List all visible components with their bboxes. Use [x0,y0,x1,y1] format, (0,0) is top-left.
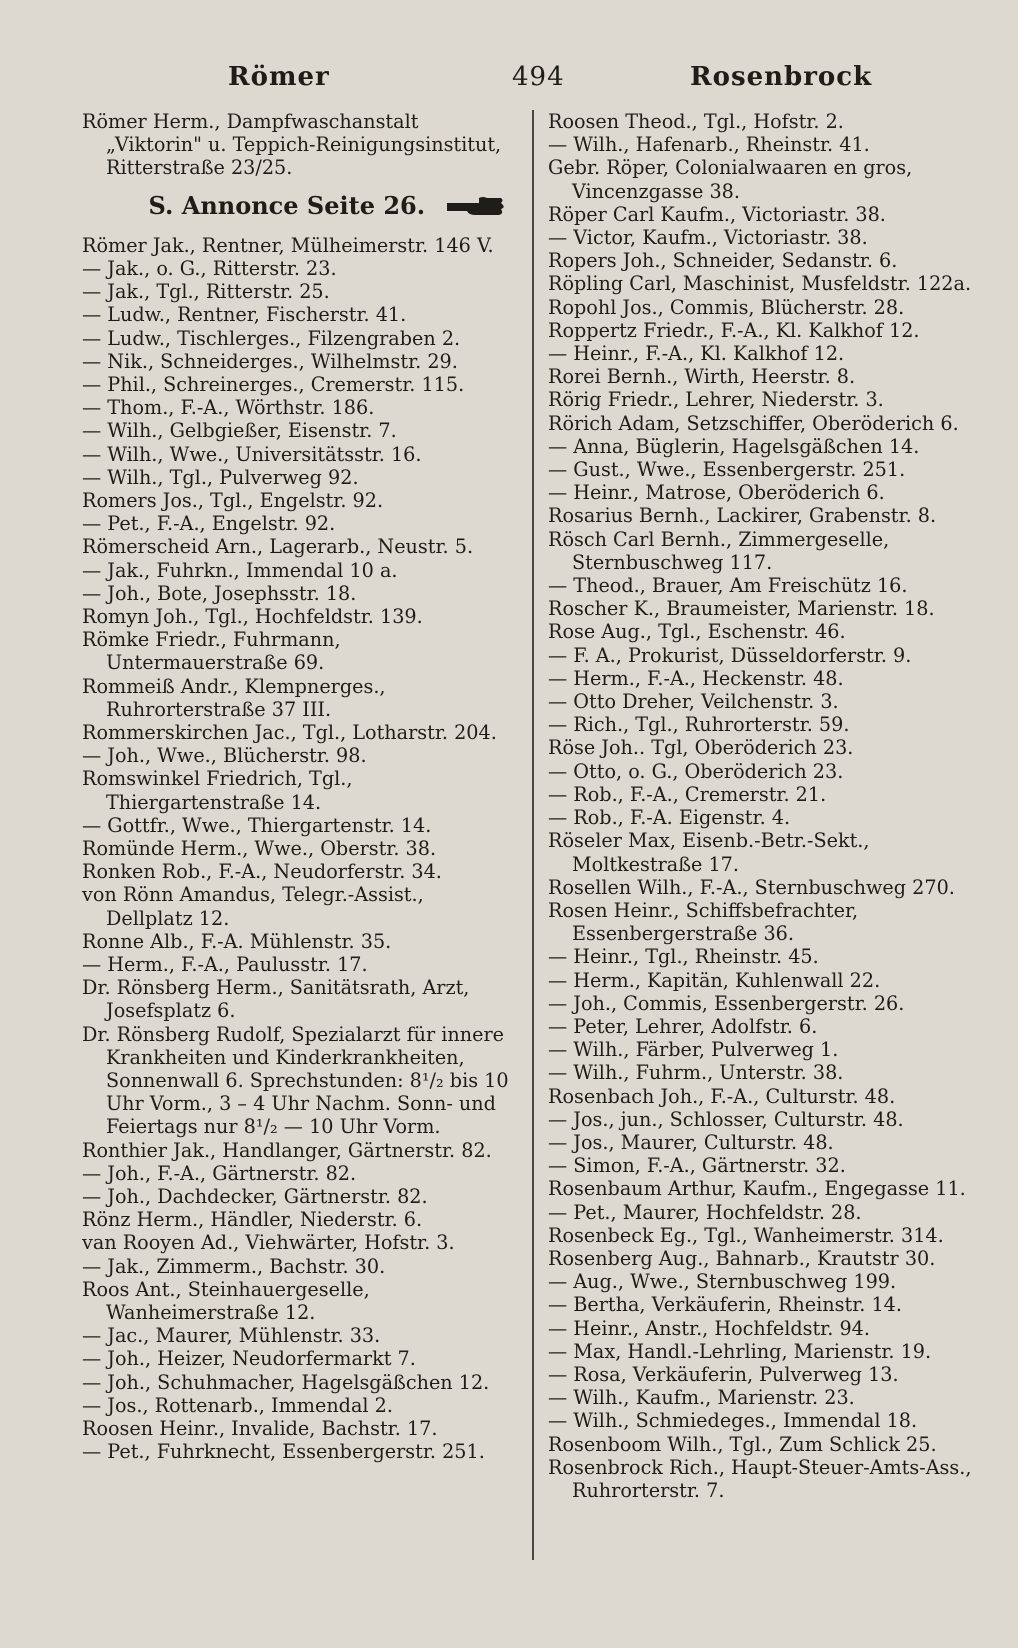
directory-entry: — Herm., Kapitän, Kuhlenwall 22. [548,968,881,992]
directory-entry: Ronthier Jak., Handlanger, Gärtnerstr. 82. [82,1138,492,1162]
directory-entry: — Rob., F.-A., Cremerstr. 21. [548,782,827,806]
directory-entry: — Rich., Tgl., Ruhrorterstr. 59. [548,713,850,737]
directory-entry: — Herm., F.-A., Paulusstr. 17. [82,953,368,976]
directory-entry: von Rönn Amandus, Telegr.-Assist., Dellplatz 12. [82,883,424,930]
directory-entry: Ronken Rob., F.-A., Neudorferstr. 34. [82,860,442,884]
directory-entry: — Anna, Büglerin, Hagelsgäßchen 14. [548,434,920,458]
directory-entry: — Aug., Wwe., Sternbuschweg 199. [548,1270,897,1294]
directory-entry: Römer Jak., Rentner, Mülheimerstr. 146 V. [82,233,494,257]
directory-entry: Dr. Rönsberg Rudolf, Spezialarzt für innere Krankheiten und Kinderkrankheiten, Sonnenwall 6. Sprechstunden: 8¹/₂ bis 10 Uhr Vorm., 3 – 4 Uhr Nachm. Sonn- und Feiertags nur 8¹/₂ — 10 Uhr Vorm. [82,1022,509,1139]
directory-entry: — Phil., Schreinerges., Cremerstr. 115. [82,372,465,396]
left-entry-list [82,234,512,1464]
directory-entry: — Jos., jun., Schlosser, Culturstr. 48. [548,1107,904,1131]
directory-entry: — Victor, Kaufm., Victoriastr. 38. [548,226,868,250]
directory-entry: — Joh., Heizer, Neudorfermarkt 7. [82,1347,416,1371]
directory-entry: — Jak., Fuhrkn., Immendal 10 a. [82,558,398,582]
directory-entry: — Heinr., Anstr., Hochfeldstr. 94. [548,1316,870,1340]
directory-entry: — Joh., Dachdecker, Gärtnerstr. 82. [82,1185,428,1209]
directory-entry: — Heinr., Tgl., Rheinstr. 45. [548,945,819,969]
directory-entry: — Simon, F.-A., Gärtnerstr. 32. [548,1154,846,1178]
directory-entry: Röseler Max, Eisenb.-Betr.-Sekt., Moltkestraße 17. [548,829,870,876]
directory-entry: — Pet., Maurer, Hochfeldstr. 28. [548,1200,862,1224]
directory-entry: — Joh., F.-A., Gärtnerstr. 82. [82,1161,357,1185]
directory-entry: — Jak., Tgl., Ritterstr. 25. [82,280,330,304]
directory-entry: — Wilh., Fuhrm., Unterstr. 38. [548,1061,844,1085]
directory-entry: Rosarius Bernh., Lackirer, Grabenstr. 8. [548,504,937,528]
left-column [82,110,512,1463]
directory-entry: Rommerskirchen Jac., Tgl., Lotharstr. 204. [82,720,497,744]
directory-entry: Rosenboom Wilh., Tgl., Zum Schlick 25. [548,1432,937,1456]
directory-entry: — Joh., Commis, Essenbergerstr. 26. [548,991,905,1015]
directory-entry: — Jos., Rottenarb., Immendal 2. [82,1393,393,1417]
directory-entry: Romswinkel Friedrich, Tgl., Thiergartenstraße 14. [82,767,353,814]
directory-entry: Ropers Joh., Schneider, Sedanstr. 6. [548,249,898,273]
directory-entry: — Joh., Bote, Josephsstr. 18. [82,581,357,605]
directory-entry: Romünde Herm., Wwe., Oberstr. 38. [82,836,437,860]
pointing-hand-icon [445,195,505,220]
directory-entry: — Rosa, Verkäuferin, Pulverweg 13. [548,1362,899,1386]
directory-entry: — Jak., o. G., Ritterstr. 23. [82,256,337,280]
directory-entry: — Wilh., Wwe., Universitätsstr. 16. [82,442,422,466]
directory-entry: — Jac., Maurer, Mühlenstr. 33. [82,1324,381,1348]
directory-entry: Romyn Joh., Tgl., Hochfeldstr. 139. [82,604,423,628]
directory-entry: — Theod., Brauer, Am Freischütz 16. [548,574,908,598]
announcement-text: S. Annonce Seite 26. [148,190,426,220]
directory-entry: Rosenberg Aug., Bahnarb., Krautstr 30. [548,1246,936,1270]
directory-entry: — Max, Handl.-Lehrling, Marienstr. 19. [548,1339,932,1363]
directory-entry: — F. A., Prokurist, Düsseldorferstr. 9. [548,643,912,667]
directory-entry: Rösch Carl Bernh., Zimmergeselle, Sternbuschweg 117. [548,527,890,574]
directory-entry: Romers Jos., Tgl., Engelstr. 92. [82,488,384,512]
directory-entry: Roosen Heinr., Invalide, Bachstr. 17. [82,1417,438,1441]
directory-entry: Rosenbach Joh., F.-A., Culturstr. 48. [548,1084,896,1108]
directory-entry: — Jos., Maurer, Culturstr. 48. [548,1130,834,1154]
directory-entry: — Gust., Wwe., Essenbergerstr. 251. [548,458,906,482]
directory-entry: — Otto Dreher, Veilchenstr. 3. [548,690,839,714]
directory-entry: Rörich Adam, Setzschiffer, Oberöderich 6. [548,411,959,435]
directory-entry: Rosenbaum Arthur, Kaufm., Engegasse 11. [548,1177,966,1201]
directory-entry: — Wilh., Gelbgießer, Eisenstr. 7. [82,419,397,443]
directory-entry: — Heinr., Matrose, Oberöderich 6. [548,481,885,505]
directory-entry: — Nik., Schneiderges., Wilhelmstr. 29. [82,349,458,373]
directory-entry: — Wilh., Färber, Pulverweg 1. [548,1038,839,1062]
directory-entry: Röpling Carl, Maschinist, Musfeldstr. 122a. [548,272,972,296]
page-number: 494 [512,62,565,92]
directory-entry: Römke Friedr., Fuhrmann, Untermauerstraße 69. [82,628,341,675]
right-column [548,110,986,1502]
directory-entry: — Wilh., Tgl., Pulverweg 92. [82,465,359,489]
announcement-note [82,190,512,220]
header-left-name: Römer [228,62,330,92]
directory-entry: Rönz Herm., Händler, Niederstr. 6. [82,1208,423,1232]
directory-entry: — Rob., F.-A. Eigenstr. 4. [548,806,791,830]
directory-entry: Röper Carl Kaufm., Victoriastr. 38. [548,202,886,226]
header-right-name: Rosenbrock [690,62,873,92]
directory-entry: — Herm., F.-A., Heckenstr. 48. [548,666,844,690]
directory-entry: Roosen Theod., Tgl., Hofstr. 2. [548,110,844,133]
directory-entry: Rosenbrock Rich., Haupt-Steuer-Amts-Ass., Ruhrorterstr. 7. [548,1455,972,1502]
directory-entry: Rorei Bernh., Wirth, Heerstr. 8. [548,365,856,389]
directory-entry: Röse Joh.. Tgl, Oberöderich 23. [548,736,854,760]
directory-entry: Ronne Alb., F.-A. Mühlenstr. 35. [82,929,392,953]
directory-entry: van Rooyen Ad., Viehwärter, Hofstr. 3. [82,1231,455,1255]
directory-entry: — Joh., Schuhmacher, Hagelsgäßchen 12. [82,1370,490,1394]
directory-entry: — Wilh., Schmiedeges., Immendal 18. [548,1409,918,1433]
directory-entry: Römer Herm., Dampfwaschanstalt „Viktorin" u. Teppich-Reinigungsinstitut, Ritterstraße 23/25. [82,110,502,180]
directory-entry: — Heinr., F.-A., Kl. Kalkhof 12. [548,342,845,366]
directory-entry: — Gottfr., Wwe., Thiergartenstr. 14. [82,813,432,837]
directory-entry: Rommeiß Andr., Klempnerges., Ruhrorterstraße 37 III. [82,674,386,721]
directory-entry: — Wilh., Kaufm., Marienstr. 23. [548,1386,855,1410]
directory-entry: — Otto, o. G., Oberöderich 23. [548,759,844,783]
directory-entry: Rosen Heinr., Schiffsbefrachter, Essenbergerstraße 36. [548,898,859,946]
directory-entry: Roppertz Friedr., F.-A., Kl. Kalkhof 12. [548,318,920,342]
directory-entry: — Ludw., Tischlerges., Filzengraben 2. [82,326,461,350]
directory-entry: Dr. Rönsberg Herm., Sanitätsrath, Arzt, Josefsplatz 6. [82,976,470,1023]
directory-entry: Rosenbeck Eg., Tgl., Wanheimerstr. 314. [548,1223,944,1247]
directory-entry: Roscher K., Braumeister, Marienstr. 18. [548,597,935,621]
directory-entry: — Bertha, Verkäuferin, Rheinstr. 14. [548,1293,902,1317]
directory-entry: Rörig Friedr., Lehrer, Niederstr. 3. [548,388,884,412]
column-divider [532,110,534,1560]
directory-entry: — Pet., Fuhrknecht, Essenbergerstr. 251. [82,1440,485,1464]
directory-entry: Rose Aug., Tgl., Eschenstr. 46. [548,620,846,644]
directory-entry: — Jak., Zimmerm., Bachstr. 30. [82,1254,386,1278]
directory-entry: — Thom., F.-A., Wörthstr. 186. [82,396,375,420]
directory-entry: Ropohl Jos., Commis, Blücherstr. 28. [548,295,905,319]
directory-entry: Roos Ant., Steinhauergeselle, Wanheimerstraße 12. [82,1277,370,1325]
directory-entry: Römerscheid Arn., Lagerarb., Neustr. 5. [82,535,474,559]
directory-entry: — Wilh., Hafenarb., Rheinstr. 41. [548,133,870,157]
directory-entry: Rosellen Wilh., F.-A., Sternbuschweg 270. [548,875,955,899]
directory-entry: — Joh., Wwe., Blücherstr. 98. [82,744,367,768]
directory-entry: — Pet., F.-A., Engelstr. 92. [82,512,336,536]
directory-entry: — Peter, Lehrer, Adolfstr. 6. [548,1014,818,1038]
directory-entry: Gebr. Röper, Colonialwaaren en gros, Vincenzgasse 38. [548,156,913,203]
right-entry-list [548,110,986,1502]
directory-entry: — Ludw., Rentner, Fischerstr. 41. [82,303,407,327]
